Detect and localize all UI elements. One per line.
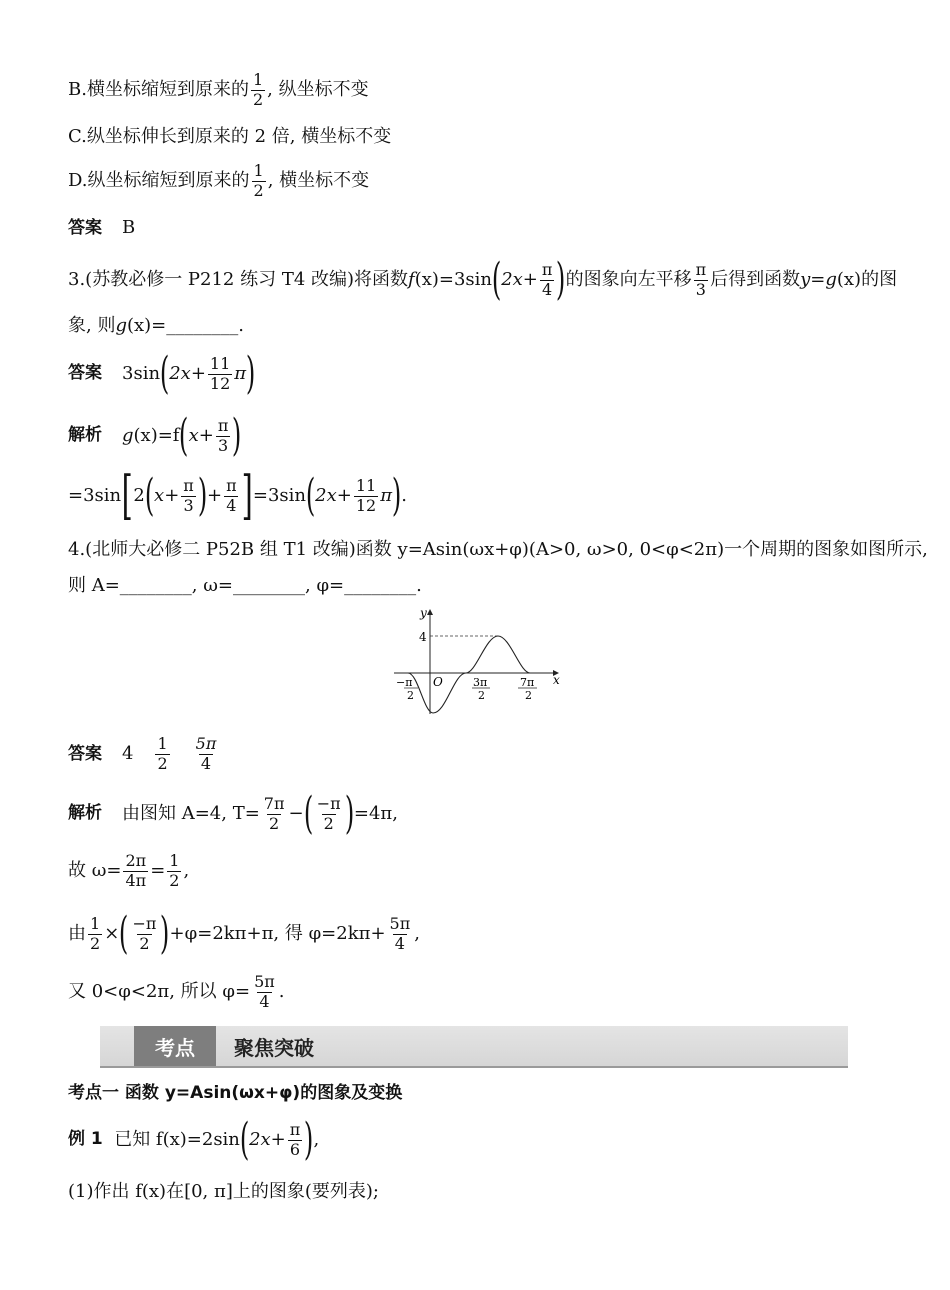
- period: .: [278, 980, 285, 1002]
- tick-3pi-den: 2: [478, 689, 485, 702]
- fraction: $\frac{\pi}{3}$: [183, 475, 194, 515]
- inner-expr: 2x+: [169, 362, 206, 384]
- analysis-text: 故 ω=: [68, 859, 122, 881]
- fraction: $\frac{5\pi}{4}$: [389, 913, 411, 953]
- option-c: [68, 127, 391, 148]
- answer-expr: 3sin: [122, 362, 161, 384]
- fraction: $\frac{1}{2}$: [253, 161, 264, 200]
- right-paren: ): [344, 788, 354, 839]
- left-paren: (: [179, 410, 189, 461]
- answer-value: B: [122, 217, 136, 238]
- option-d-text: D.纵坐标缩短到原来的: [68, 169, 250, 191]
- example-label: 例 1: [68, 1129, 103, 1150]
- option-b-suffix: , 纵坐标不变: [267, 78, 369, 100]
- coef: 2: [133, 484, 145, 506]
- option-d-suffix: , 横坐标不变: [267, 169, 370, 191]
- part-1: [68, 1182, 379, 1203]
- plus-sign: +: [206, 484, 223, 506]
- period: .: [401, 484, 407, 506]
- q3-analysis-line1: [68, 410, 242, 461]
- answer-label: 答案: [68, 363, 102, 384]
- times-sign: ×: [104, 922, 120, 944]
- analysis-text: =4π,: [353, 802, 398, 824]
- q4-text: 4.(北师大必修二 P52B 组 T1 改编)函数 y=Asin(ωx+φ)(A>0, ω>0, 0<φ<2π)一个周期的图象如图所示,: [68, 539, 928, 560]
- left-paren: (: [239, 1114, 250, 1165]
- inner-expr: 2x+: [501, 268, 538, 290]
- option-b-text: B.横坐标缩短到原来的: [68, 78, 249, 100]
- q3-analysis-line2: [68, 466, 407, 526]
- left-paren: (: [305, 470, 316, 521]
- right-paren: ): [304, 1114, 314, 1165]
- q4-analysis-line1: [68, 788, 398, 839]
- q3-line2-text: 象, 则: [68, 315, 116, 336]
- fraction: $\frac{5\pi}{4}$: [254, 972, 275, 1011]
- tick-neg-pi: −π: [396, 676, 413, 689]
- analysis-expr: =3sin: [252, 484, 306, 506]
- left-paren: (: [303, 788, 313, 839]
- tick-neg-pi-den: 2: [407, 689, 414, 702]
- q3-answer: [68, 348, 256, 399]
- fraction: $\frac{\pi}{3}$: [695, 259, 707, 299]
- fraction: $\frac{-\pi}{2}$: [132, 913, 157, 953]
- q4-line2: [68, 576, 422, 597]
- inner-expr: x+: [154, 484, 180, 506]
- answer-omega: $\frac{1}{2}$: [157, 734, 168, 773]
- fraction: $\frac{1}{2}$: [90, 913, 101, 953]
- answer-label: 答案: [68, 217, 102, 238]
- left-paren: (: [144, 470, 155, 521]
- fraction: $\frac{2\pi}{4\pi}$: [125, 851, 147, 890]
- pi-symbol: π: [380, 484, 393, 506]
- topic-heading: [68, 1084, 402, 1104]
- fraction: $\frac{-\pi}{2}$: [316, 793, 341, 833]
- q4-analysis-line4: [68, 974, 285, 1011]
- right-paren: ): [197, 470, 208, 521]
- topic-title: 考点一 函数 y=Asin(ωx+φ)的图象及变换: [68, 1083, 403, 1103]
- left-paren: (: [491, 254, 502, 305]
- y-axis-label: y: [420, 606, 427, 620]
- answer-phi: $\frac{5\pi}{4}$: [195, 734, 217, 773]
- sine-curve: [408, 636, 530, 713]
- answer-a: 4: [122, 742, 134, 764]
- q3-line2: [68, 316, 244, 337]
- q4-blanks: 则 A=________, ω=________, φ=________.: [68, 575, 422, 596]
- fraction: $\frac{\pi}{4}$: [541, 259, 553, 299]
- example-1: [68, 1114, 320, 1165]
- y-tick-4: 4: [419, 630, 427, 644]
- q4-analysis-line3: [68, 908, 420, 959]
- fraction: $\frac{11}{12}$: [355, 475, 377, 515]
- inner-expr: 2x+: [249, 1128, 286, 1150]
- left-paren: (: [159, 348, 170, 399]
- option-d: [68, 163, 369, 200]
- section-title: 聚焦突破: [234, 1035, 314, 1060]
- tick-7pi-den: 2: [525, 689, 532, 702]
- q3-line1: [68, 254, 898, 305]
- q3-tail: 后得到函数: [710, 268, 801, 290]
- fraction: $\frac{\pi}{6}$: [289, 1119, 301, 1159]
- x-axis-label: x: [553, 673, 560, 687]
- analysis-text: 由图知 A=4, T=: [122, 802, 260, 824]
- func-g: y=g: [800, 268, 837, 290]
- analysis-label: 解析: [68, 425, 102, 446]
- q4-line1: [68, 540, 928, 561]
- inner-expr: x+: [188, 424, 214, 446]
- tick-7pi: 7π: [520, 676, 535, 689]
- right-paren: ): [245, 348, 256, 399]
- right-paren: ): [160, 908, 170, 959]
- fraction: $\frac{1}{2}$: [252, 70, 264, 109]
- q4-answer: [68, 736, 220, 773]
- equals: =: [150, 859, 166, 881]
- sine-graph: [390, 606, 570, 718]
- comma: ,: [313, 1128, 320, 1150]
- inner-expr: 2x+: [315, 484, 352, 506]
- analysis-text: 由: [68, 922, 86, 944]
- right-paren: ): [232, 410, 242, 461]
- right-bracket: ]: [241, 466, 253, 526]
- option-c-text: C.纵坐标伸长到原来的 2 倍, 横坐标不变: [68, 126, 392, 147]
- part-1-text: (1)作出 f(x)在[0, π]上的图象(要列表);: [68, 1181, 379, 1202]
- analysis-expr: =3sin: [68, 484, 122, 506]
- func-name: g: [115, 315, 127, 336]
- left-paren: (: [119, 908, 129, 959]
- func-def: (x)=3sin: [414, 268, 493, 290]
- analysis-text: 又 0<φ<2π, 所以 φ=: [68, 980, 251, 1002]
- minus-sign: −: [288, 802, 304, 824]
- answer-label: 答案: [68, 743, 102, 764]
- fraction: $\frac{\pi}{4}$: [226, 475, 237, 515]
- example-text: 已知 f(x)=2sin: [114, 1128, 240, 1150]
- right-paren: ): [556, 254, 566, 305]
- right-paren: ): [391, 470, 402, 521]
- option-b: [68, 72, 369, 109]
- func-name: g: [122, 424, 134, 446]
- comma: ,: [183, 859, 190, 881]
- fraction: $\frac{1}{2}$: [169, 851, 180, 890]
- q2-answer: [68, 218, 135, 239]
- func-name: f: [408, 268, 415, 290]
- analysis-text: +φ=2kπ+π, 得 φ=2kπ+: [169, 922, 386, 944]
- q3-mid: 的图象向左平移: [565, 268, 692, 290]
- analysis-label: 解析: [68, 803, 102, 824]
- origin-label: O: [433, 675, 443, 689]
- fraction: $\frac{7\pi}{2}$: [263, 793, 285, 833]
- q3-source: 3.(苏教必修一 P212 练习 T4 改编)将函数: [68, 268, 409, 290]
- comma: ,: [414, 922, 420, 944]
- q4-analysis-line2: [68, 853, 189, 890]
- left-bracket: [: [121, 466, 133, 526]
- tick-3pi: 3π: [473, 676, 488, 689]
- q3-tail-end: (x)的图: [836, 268, 898, 290]
- section-tag: 考点: [134, 1026, 216, 1066]
- analysis-expr: (x)=f: [133, 424, 180, 446]
- q3-blank: (x)=________.: [126, 315, 244, 336]
- fraction: $\frac{11}{12}$: [209, 353, 231, 393]
- fraction: $\frac{\pi}{3}$: [217, 415, 229, 455]
- pi-symbol: π: [234, 362, 247, 384]
